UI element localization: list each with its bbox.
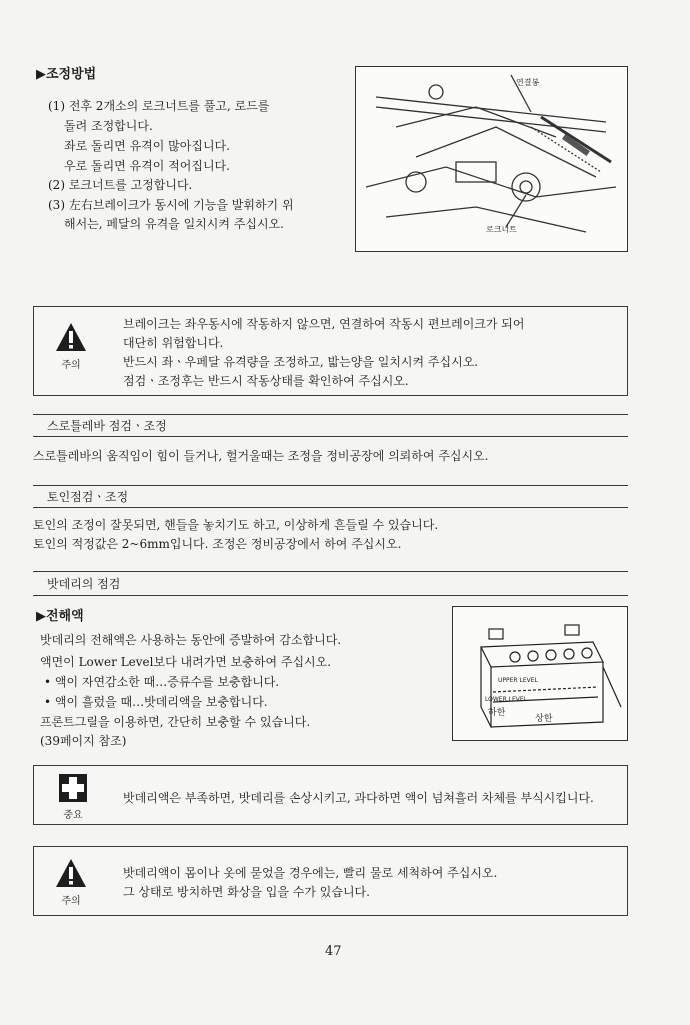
adjust-step-3: (3) 左右브레이크가 동시에 기능을 발휘하기 위: [48, 198, 294, 212]
important-text: 밧데리액은 부족하면, 밧데리를 손상시키고, 과다하면 액이 넘쳐흘러 차체를 부식시킵니다.: [123, 791, 594, 805]
adjust-step-3-cont: 해서는, 페달의 유격을 일치시켜 주십시오.: [64, 217, 284, 231]
important-label: 중요: [63, 810, 83, 821]
important-cross-icon: [59, 774, 87, 806]
adjust-step-2: (2) 로크너트를 고정합니다.: [48, 178, 193, 192]
adjust-step-1-cont: 돌려 조정합니다.: [64, 119, 153, 133]
battery-line-5: 프론트그릴을 이용하면, 간단히 보충할 수 있습니다.: [40, 715, 311, 729]
electrolyte-heading: ▶전해액: [36, 609, 84, 624]
caution-label: 주의: [61, 360, 81, 371]
brake-linkage-figure: [355, 66, 628, 252]
battery-upper-level-label: UPPER LEVEL: [498, 677, 538, 684]
caution2-line-1: 밧데리액이 몸이나 옷에 묻었을 경우에는, 빨리 물로 세척하여 주십시오.: [123, 866, 498, 880]
throttle-rule-bottom: [33, 436, 628, 437]
caution-line-3: 반드시 좌ㆍ우페달 유격량을 조정하고, 밟는양을 일치시켜 주십시오.: [123, 355, 479, 369]
adjust-step-1-right: 우로 돌리면 유격이 적어집니다.: [64, 159, 230, 173]
battery-lower-kr-label: 하한: [488, 708, 506, 718]
warning-triangle-icon-2: [55, 858, 87, 892]
battery-lower-level-label: LOWER LEVEL: [485, 696, 528, 703]
battery-line-6: (39페이지 참조): [40, 734, 127, 748]
warning-triangle-icon: [55, 322, 87, 356]
caution-line-2: 대단히 위험합니다.: [123, 336, 224, 350]
caution-line-4: 점검ㆍ조정후는 반드시 작동상태를 확인하여 주십시오.: [123, 374, 409, 388]
adjust-step-1: (1) 전후 2개소의 로크너트를 풀고, 로드를: [48, 99, 270, 113]
battery-rule-bottom: [33, 595, 628, 596]
battery-rule-top: [33, 571, 628, 572]
caution2-line-2: 그 상태로 방치하면 화상을 입을 수가 있습니다.: [123, 885, 370, 899]
battery-line-4: • 액이 흘렀을 때…밧데리액을 보충합니다.: [44, 695, 268, 709]
page-number: 47: [325, 944, 342, 959]
battery-line-1: 밧데리의 전해액은 사용하는 동안에 증발하여 감소합니다.: [40, 633, 342, 647]
caution-label-2: 주의: [61, 896, 81, 907]
battery-line-2: 액면이 Lower Level보다 내려가면 보충하여 주십시오.: [40, 655, 332, 669]
toein-rule-top: [33, 485, 628, 486]
battery-line-3: • 액이 자연감소한 때…증류수를 보충합니다.: [44, 675, 280, 689]
toein-line-2: 토인의 적정값은 2~6mm입니다. 조정은 정비공장에서 하여 주십시오.: [33, 537, 402, 551]
figure-label-lock-nut: 로크너트: [486, 225, 517, 234]
battery-title: 밧데리의 점검: [47, 577, 121, 591]
battery-figure: [452, 606, 628, 741]
throttle-text: 스로틀레바의 움직임이 힘이 들거나, 헐거울때는 조정을 정비공장에 의뢰하여 주십시오.: [33, 449, 489, 463]
throttle-rule-top: [33, 414, 628, 415]
adjust-heading: ▶조정방법: [36, 67, 97, 82]
throttle-title: 스로틀레바 점검ㆍ조정: [47, 419, 167, 433]
battery-upper-kr-label: 상한: [535, 714, 553, 724]
adjust-step-1-left: 좌로 돌리면 유격이 많아집니다.: [64, 139, 230, 153]
toein-line-1: 토인의 조정이 잘못되면, 핸들을 놓치기도 하고, 이상하게 흔들릴 수 있습니다.: [33, 518, 439, 532]
figure-label-connecting-rod: 연결봉: [516, 78, 540, 87]
toein-rule-bottom: [33, 507, 628, 508]
caution-line-1: 브레이크는 좌우동시에 작동하지 않으면, 연결하여 작동시 편브레이크가 되어: [123, 317, 525, 331]
toein-title: 토인점검ㆍ조정: [47, 490, 129, 504]
